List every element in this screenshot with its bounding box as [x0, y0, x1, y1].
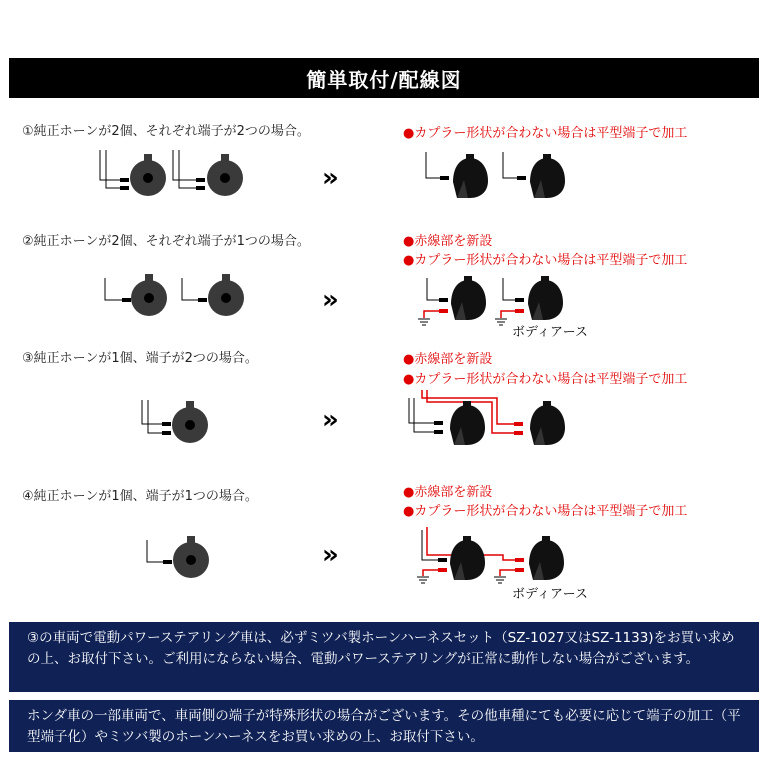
section-3-stock-horn	[142, 400, 208, 443]
footer-note-honda	[9, 700, 759, 752]
horn-icon	[530, 154, 565, 198]
note-coupler-2: ●カプラー形状が合わない場合は平型端子で加工	[403, 253, 688, 268]
note-coupler-3: ●カプラー形状が合わない場合は平型端子で加工	[403, 372, 688, 387]
section-4-new-horns	[417, 527, 564, 583]
arrow-icon: »	[322, 285, 339, 315]
horn-icon	[208, 274, 244, 316]
horn-icon	[528, 276, 563, 320]
bullet-icon: ●	[403, 352, 415, 367]
bullet-icon: ●	[403, 372, 415, 387]
note-coupler-1: ●カプラー形状が合わない場合は平型端子で加工	[403, 126, 688, 141]
ground-icon	[495, 319, 507, 325]
footer-note-eps	[9, 622, 759, 692]
bullet-icon: ●	[403, 485, 415, 500]
section-2-stock-horns	[105, 274, 244, 316]
note-red-wire-2: ●赤線部を新設	[403, 234, 493, 249]
section-1-stock-horns	[100, 150, 243, 196]
arrow-icon: »	[322, 163, 339, 193]
footer-note-eps-text: ③の車両で電動パワーステアリング車は、必ずミツバ製ホーンハーネスセット（SZ-1027又はSZ-1133)をお買い求めの上、お取付下さい。ご利用にならない場合、電動パワーステアリングが正常に動作しない場合がございます。	[27, 630, 735, 667]
ground-icon	[418, 319, 430, 325]
horn-icon	[172, 401, 208, 443]
horn-icon	[131, 274, 167, 316]
section-1-title: ①純正ホーンが2個、それぞれ端子が2つの場合。	[22, 124, 310, 139]
horn-icon	[450, 536, 485, 580]
section-4-stock-horn	[147, 536, 209, 578]
ground-icon	[417, 577, 429, 583]
section-2-new-horns	[418, 276, 563, 325]
horn-icon	[450, 401, 485, 445]
note-red-wire-3: ●赤線部を新設	[403, 352, 493, 367]
bullet-icon: ●	[403, 253, 415, 268]
bullet-icon: ●	[403, 504, 415, 519]
bullet-icon: ●	[403, 234, 415, 249]
arrow-icon: »	[322, 405, 339, 435]
section-3-title: ③純正ホーンが1個、端子が2つの場合。	[22, 351, 258, 366]
note-coupler-4: ●カプラー形状が合わない場合は平型端子で加工	[403, 504, 688, 519]
horn-icon	[173, 536, 209, 578]
note-red-wire-4: ●赤線部を新設	[403, 485, 493, 500]
page-title: 簡単取付/配線図	[9, 58, 759, 98]
horn-icon	[130, 154, 166, 196]
horn-icon	[207, 154, 243, 196]
section-2-title: ②純正ホーンが2個、それぞれ端子が1つの場合。	[22, 234, 310, 249]
section-1-new-horns	[426, 152, 565, 198]
section-4-title: ④純正ホーンが1個、端子が1つの場合。	[22, 489, 258, 504]
section-3-new-horns	[409, 390, 565, 445]
horn-icon	[530, 401, 565, 445]
body-earth-label: ボディアース	[512, 325, 588, 340]
arrow-icon: »	[322, 540, 339, 570]
footer-note-honda-text: ホンダ車の一部車両で、車両側の端子が特殊形状の場合がございます。その他車種にても必要に応じて端子の加工（平型端子化）やミツバ製のホーンハーネスをお買い求めの上、お取付下さい。	[27, 708, 741, 745]
ground-icon	[494, 577, 506, 583]
horn-icon	[451, 276, 486, 320]
bullet-icon: ●	[403, 126, 415, 141]
body-earth-label: ボディアース	[512, 587, 588, 602]
horn-icon	[529, 536, 564, 580]
horn-icon	[453, 154, 488, 198]
